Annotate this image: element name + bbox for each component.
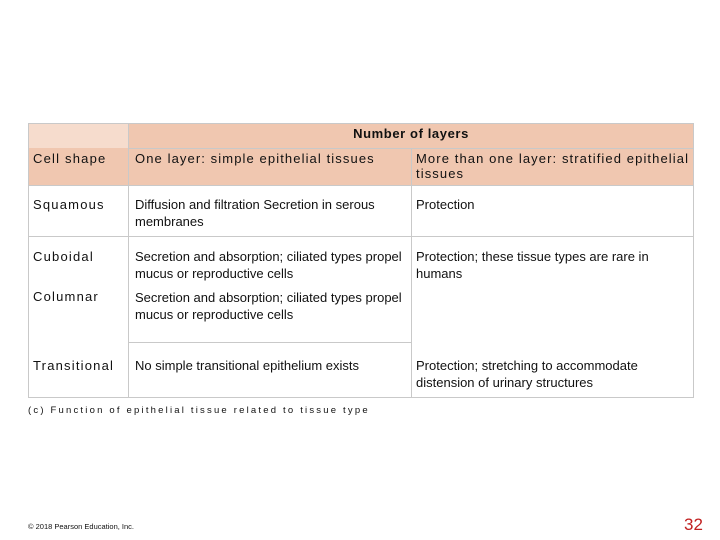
grid-line xyxy=(28,123,29,398)
figure-caption: (c) Function of epithelial tissue related to tissue type xyxy=(28,405,370,416)
row-cuboidal-shape: Cuboidal xyxy=(33,249,94,264)
table-header-corner xyxy=(28,123,128,148)
epithelial-function-table xyxy=(28,123,694,398)
row-cuboidal-stratified: Protection; these tissue types are rare in humans xyxy=(416,249,649,281)
page-number: 32 xyxy=(684,515,703,534)
row-transitional-stratified: Protection; stretching to accommodate distension of urinary structures xyxy=(416,358,638,390)
grid-line xyxy=(693,123,694,398)
col-header-cell-shape: Cell shape xyxy=(33,151,107,166)
grid-line xyxy=(128,342,411,343)
copyright-notice: © 2018 Pearson Education, Inc. xyxy=(28,522,135,531)
row-squamous-shape: Squamous xyxy=(33,197,105,212)
col-header-more-layers: More than one layer: stratified epithelial tissues xyxy=(416,151,690,181)
row-transitional-simple: No simple transitional epithelium exists xyxy=(135,358,359,373)
grid-line xyxy=(128,123,129,398)
row-transitional-shape: Transitional xyxy=(33,358,115,373)
col-header-one-layer: One layer: simple epithelial tissues xyxy=(135,151,375,166)
row-columnar-shape: Columnar xyxy=(33,289,99,304)
header-group-title: Number of layers xyxy=(353,126,469,141)
row-columnar-simple: Secretion and absorption; ciliated types propel mucus or reproductive cells xyxy=(135,290,402,322)
row-cuboidal-simple: Secretion and absorption; ciliated types propel mucus or reproductive cells xyxy=(135,249,402,281)
grid-line xyxy=(411,148,412,398)
row-squamous-stratified: Protection xyxy=(416,197,475,212)
row-squamous-simple: Diffusion and filtration Secretion in serous membranes xyxy=(135,197,375,229)
